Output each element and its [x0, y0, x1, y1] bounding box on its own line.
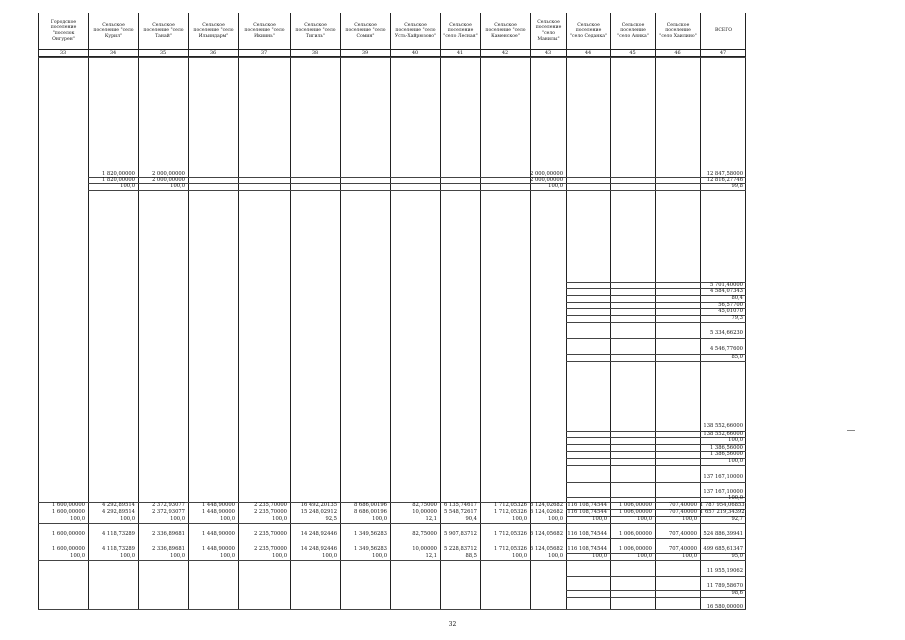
report-table [38, 13, 746, 609]
table-cell: 1 600,00000 [51, 546, 85, 552]
table-cell: 1 006,00000 [618, 509, 652, 515]
table-cell: 4 118,73289 [101, 546, 135, 552]
table-cell: 100,0 [728, 495, 743, 501]
table-cell: 14 248,92446 [300, 531, 337, 537]
table-cell: 100,0 [548, 516, 563, 522]
table-cell: 100,0 [592, 516, 607, 522]
table-cell: 100,0 [682, 553, 697, 559]
table-cell: 92,5 [325, 516, 337, 522]
table-cell: 2 235,70000 [253, 502, 287, 508]
table-cell: 100,0 [220, 516, 235, 522]
table-cell: 707,40000 [668, 531, 697, 537]
table-cell: 92,7 [731, 516, 743, 522]
row-rule [566, 465, 746, 466]
column-header: Сельское поселение "село Танай" [138, 13, 188, 49]
column-header: Сельское поселение "село Манилы" [530, 13, 566, 49]
table-cell: 100,0 [70, 553, 85, 559]
table-cell: 499 685,61347 [703, 546, 743, 552]
column-number: 42 [501, 50, 509, 56]
table-cell: 100,0 [70, 516, 85, 522]
column-number: 34 [109, 50, 117, 56]
table-cell: 12,1 [425, 516, 437, 522]
column-header: Сельское поселение "село Тигиль" [290, 13, 340, 49]
column-numbers-row [38, 49, 746, 57]
row-rule [566, 322, 746, 323]
table-cell: 5 701,40000 [709, 282, 743, 288]
table-cell: 14 248,92446 [300, 546, 337, 552]
table-cell: 88,5 [465, 553, 477, 559]
table-cell: 1 006,00000 [618, 531, 652, 537]
column-header: Сельское поселение "село Аянка" [610, 13, 655, 49]
table-cell: 100,0 [322, 553, 337, 559]
table-cell: 2 235,70000 [253, 531, 287, 537]
table-cell: 1 448,90000 [201, 502, 235, 508]
column-header: Сельское поселение "село Хаилино" [655, 13, 700, 49]
table-cell: 1 787 954,06853 [700, 502, 745, 508]
column-header: Сельское поселение "село Каменское" [480, 13, 530, 49]
table-cell: 707,40000 [668, 546, 697, 552]
table-cell: 100,0 [548, 553, 563, 559]
table-cell: 1 006,00000 [618, 546, 652, 552]
table-cell: 116 108,74544 [567, 502, 607, 508]
table-cell: 10,00000 [412, 509, 437, 515]
table-cell: 137 167,10000 [703, 489, 743, 495]
table-cell: 1 712,05326 [493, 509, 527, 515]
column-headers [38, 13, 746, 49]
column-header: Сельское поселение "село Курил" [88, 13, 138, 49]
table-cell: 100,0 [372, 553, 387, 559]
column-number: 43 [544, 50, 552, 56]
table-cell: 12,1 [425, 553, 437, 559]
table-cell: 100,0 [372, 516, 387, 522]
table-cell: 15 248,02912 [300, 509, 337, 515]
table-cell: 1 712,05326 [493, 546, 527, 552]
table-cell: 2 000,00000 [530, 177, 564, 183]
table-cell: 2 000,00000 [151, 171, 185, 177]
column-header: Сельское поселение "село Усть-Хайрюзово" [390, 13, 440, 49]
table-cell: 100,0 [728, 437, 743, 443]
table-cell: 1 448,90000 [201, 531, 235, 537]
table-cell: 45,01070 [718, 308, 743, 314]
table-cell: 100,0 [170, 553, 185, 559]
table-cell: 1 349,56283 [353, 546, 387, 552]
table-cell: 116 108,74544 [567, 509, 607, 515]
table-cell: 100,0 [120, 553, 135, 559]
table-cell: 11 789,58670 [706, 583, 743, 589]
column-number: 36 [209, 50, 217, 56]
table-cell: 137 167,10000 [703, 474, 743, 480]
table-cell: 5 334,66230 [709, 330, 743, 336]
column-number: 38 [311, 50, 319, 56]
table-cell: 2 372,93077 [151, 502, 185, 508]
table-cell: 6 124,05682 [530, 531, 564, 537]
column-number: 41 [456, 50, 464, 56]
table-cell: 4 546,77600 [709, 346, 743, 352]
table-cell: 100,0 [170, 183, 185, 189]
table-cell: 12 847,58000 [706, 171, 743, 177]
table-cell: 80,4 [731, 295, 743, 301]
row-rule [566, 576, 746, 577]
table-cell: 2 336,89681 [151, 531, 185, 537]
table-cell: 100,0 [272, 553, 287, 559]
column-header: ВСЕГО [700, 13, 746, 49]
table-cell: 100,0 [548, 183, 563, 189]
table-cell: 82,75000 [412, 531, 437, 537]
column-number: 39 [361, 50, 369, 56]
table-cell: 90,4 [465, 516, 477, 522]
table-cell: 1 600,00000 [51, 502, 85, 508]
table-cell: 95,0 [731, 553, 743, 559]
column-header: Сельское поселение "село Икиинь" [238, 13, 290, 49]
table-cell: 6 124,02682 [530, 502, 564, 508]
column-number: 35 [159, 50, 167, 56]
table-cell: 1 600,00000 [51, 531, 85, 537]
table-cell: 1 349,56283 [353, 531, 387, 537]
column-number: 46 [674, 50, 681, 56]
table-cell: 6 124,05682 [530, 546, 564, 552]
table-cell: 1 386,56000 [709, 445, 743, 451]
row-rule [38, 57, 746, 58]
column-header: Сельское поселение "село Лесная" [440, 13, 480, 49]
table-cell: 100,0 [637, 516, 652, 522]
table-cell: 8 686,00196 [353, 509, 387, 515]
column-header: Сельское поселение "село Сомин" [340, 13, 390, 49]
table-cell: 56,57700 [718, 302, 743, 308]
table-cell: 82,75000 [412, 502, 437, 508]
table-cell: 2 336,89681 [151, 546, 185, 552]
table-cell: 79,3 [731, 315, 743, 321]
table-cell: 2 372,93077 [151, 509, 185, 515]
table-cell: 100,0 [120, 183, 135, 189]
row-rule [38, 560, 746, 561]
table-cell: 1 820,00000 [101, 177, 135, 183]
table-cell: 85,0 [731, 354, 743, 360]
table-cell: 138 552,66000 [703, 431, 743, 437]
table-cell: 100,0 [592, 553, 607, 559]
table-cell: 1 820,00000 [101, 171, 135, 177]
table-cell: 1 657 219,34392 [700, 509, 745, 515]
table-cell: 707,40000 [668, 502, 697, 508]
table-cell: 99,8 [731, 183, 743, 189]
table-cell: 1 712,05326 [493, 531, 527, 537]
column-number: 37 [260, 50, 268, 56]
table-cell: 98,6 [731, 590, 743, 596]
table-cell: 11 955,19062 [706, 568, 743, 574]
row-rule [88, 183, 746, 184]
table-cell: 10,00000 [412, 546, 437, 552]
table-cell: 2 000,00000 [530, 171, 564, 177]
row-rule [88, 177, 746, 178]
table-cell: 16 492,20135 [300, 502, 337, 508]
column-header: Сельское поселение "село Седанка" [566, 13, 610, 49]
row-rule [38, 609, 746, 610]
table-cell: 524 886,39941 [703, 531, 743, 537]
table-cell: 100,0 [170, 516, 185, 522]
row-rule [38, 523, 746, 524]
column-rule [745, 13, 746, 609]
table-cell: 100,0 [728, 458, 743, 464]
table-cell: 1 448,90000 [201, 509, 235, 515]
column-number: 40 [411, 50, 419, 56]
table-cell: 4 292,89514 [101, 509, 135, 515]
table-cell: 100,0 [272, 516, 287, 522]
row-rule [566, 361, 746, 362]
table-cell: 100,0 [682, 516, 697, 522]
table-cell: 4 292,89514 [101, 502, 135, 508]
row-rule [566, 482, 746, 483]
table-cell: 1 712,05326 [493, 502, 527, 508]
table-cell: 12 816,27746 [706, 177, 743, 183]
page-number: 32 [448, 621, 457, 628]
column-header: Сельское поселение "село Ильиндарм" [188, 13, 238, 49]
row-rule [566, 338, 746, 339]
table-cell: 138 552,66000 [703, 423, 743, 429]
table-cell: 100,0 [120, 516, 135, 522]
column-header: Городское поселение "поселок Онгурен" [38, 13, 88, 49]
table-cell: 100,0 [220, 553, 235, 559]
table-cell: 2 000,00000 [151, 177, 185, 183]
row-rule [566, 538, 746, 539]
row-rule [88, 190, 746, 191]
column-number: 45 [629, 50, 636, 56]
table-cell: 116 108,74544 [567, 546, 607, 552]
table-cell: 5 548,72617 [443, 509, 477, 515]
table-cell: 1 600,00000 [51, 509, 85, 515]
table-cell: 5 228,83712 [443, 546, 477, 552]
table-cell: 1 448,90000 [201, 546, 235, 552]
table-cell: 1 006,00000 [618, 502, 652, 508]
table-cell: 8 686,00196 [353, 502, 387, 508]
table-cell: 5 907,83712 [443, 531, 477, 537]
table-cell: 6 124,02682 [530, 509, 564, 515]
table-cell: 100,0 [512, 516, 527, 522]
table-cell: 2 235,70000 [253, 546, 287, 552]
row-rule [566, 597, 746, 598]
table-cell: 6 135,74617 [443, 502, 477, 508]
table-cell: 4 118,73289 [101, 531, 135, 537]
column-number: 44 [584, 50, 592, 56]
column-number: 47 [719, 50, 727, 56]
table-cell: 4 584,07343 [709, 288, 743, 294]
table-cell: 100,0 [637, 553, 652, 559]
table-cell: 1 386,56000 [709, 451, 743, 457]
table-cell: 707,40000 [668, 509, 697, 515]
table-cell: 116 108,74544 [567, 531, 607, 537]
table-cell: 100,0 [512, 553, 527, 559]
table-cell: 16 580,00000 [706, 604, 743, 610]
table-cell: 2 235,70000 [253, 509, 287, 515]
column-number: 33 [59, 50, 67, 56]
margin-mark [847, 430, 855, 431]
